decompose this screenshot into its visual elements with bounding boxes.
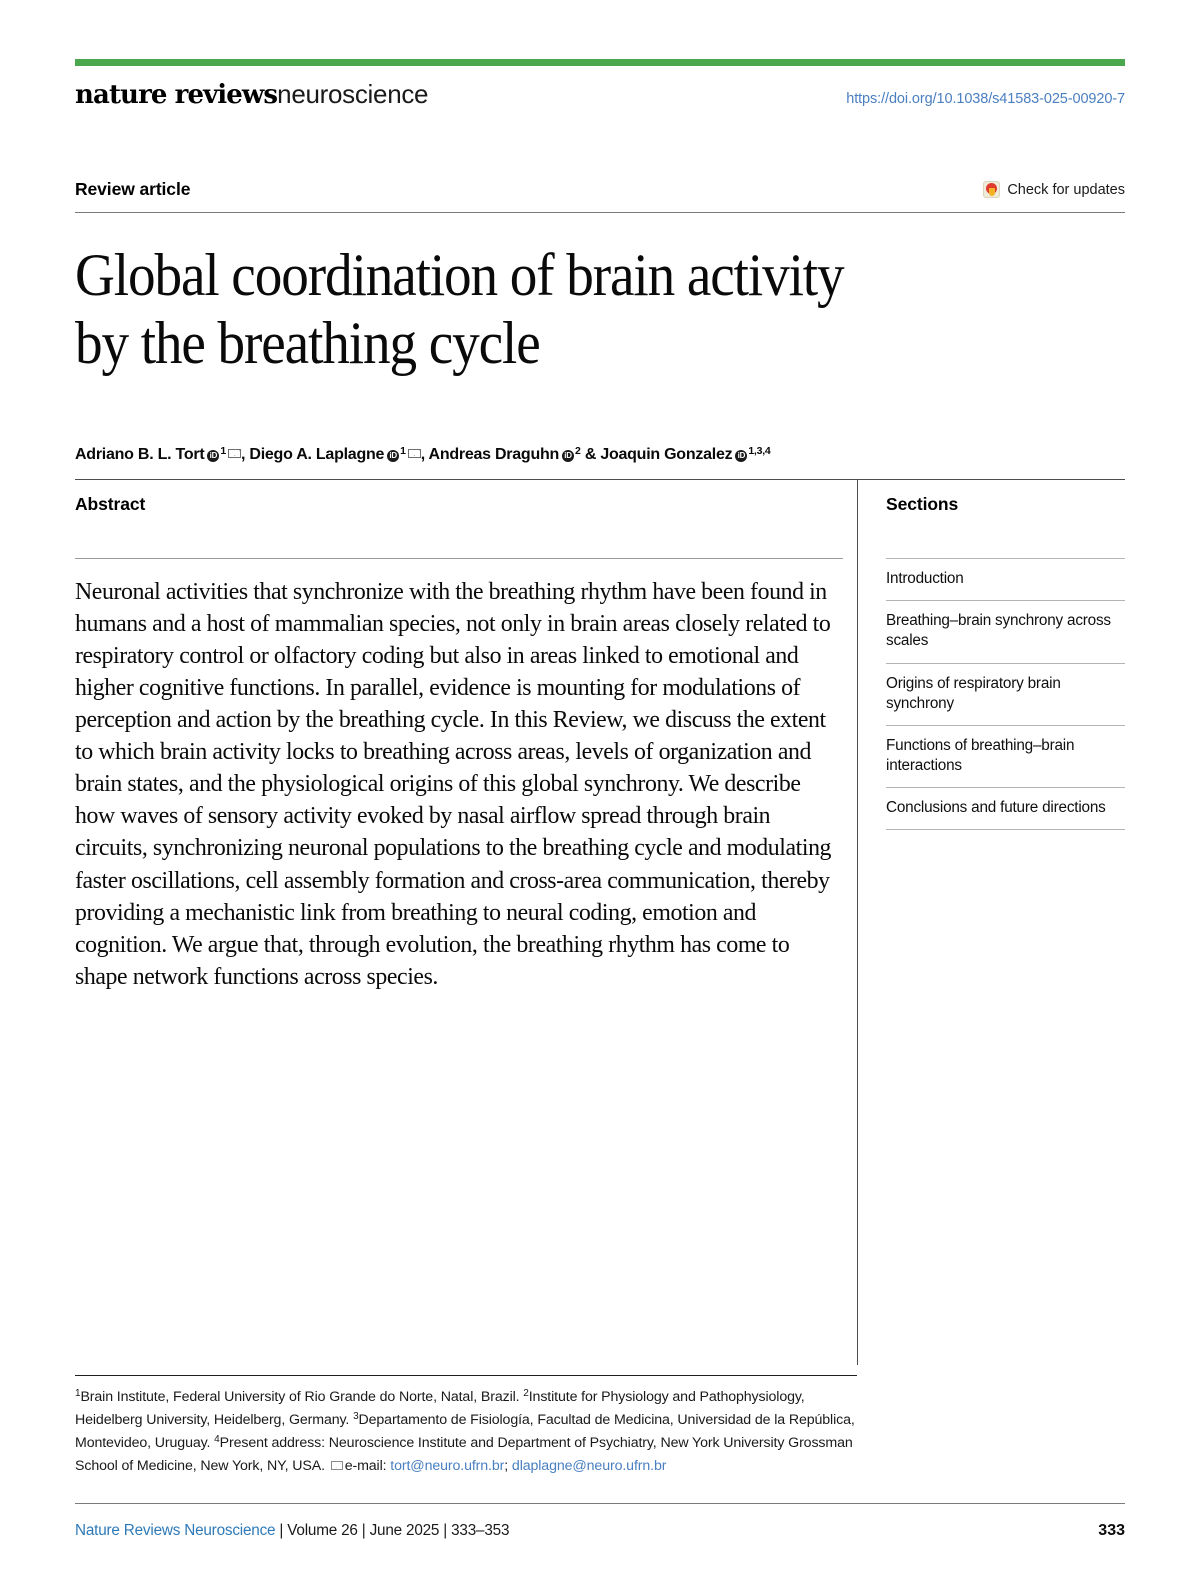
journal-logo-light: neuroscience [277,79,429,109]
author-separator-2: , [420,446,429,464]
affiliation-marker-1: 1 [75,1388,81,1399]
affiliations-text [75,1386,855,1478]
author-name-4[interactable]: Joaquin Gonzalez [600,446,733,464]
affiliation-marker-2: 2 [523,1388,529,1399]
crossmark-icon [983,181,1000,198]
abstract-heading: Abstract [75,493,146,514]
author-name-2[interactable]: Diego A. Laplagne [249,446,385,464]
article-type-row [75,179,1125,200]
footer-row [75,1522,1125,1540]
affiliation-1: Brain Institute, Federal University of Rio Grande do Norte, Natal, Brazil. [80,1389,524,1405]
email-link-2[interactable]: dlaplagne@neuro.ufrn.br [511,1458,667,1474]
sections-column [857,480,1125,1365]
sections-item-introduction[interactable]: Introduction [886,558,1125,600]
check-for-updates-label: Check for updates [1007,181,1125,198]
footer-page-number: 333 [1098,1522,1125,1539]
brand-green-bar [75,59,1125,66]
article-type-label: Review article [75,179,191,199]
email-separator: ; [504,1458,512,1474]
affiliations-block [75,1375,857,1478]
abstract-text: Neuronal activities that synchronize with the breathing rhythm have been found in humans and a host of mammalian species, not only in brain areas closely related to respiratory control or olfactory coding but also in areas linked to emotional and higher cognitive functions. In parallel, evidence is mounting for modulations of perception and action by the breathing cycle. In this Review, we discuss the extent to which brain activity locks to breathing across areas, levels of organization and brain states, and the physiological origins of this global synchrony. We describe how waves of sensory activity evoked by nasal airflow spread through brain circuits, synchronizing neuronal populations to the breathing cycle and modulating faster oscillations, cell assembly formation and cross-area communication, thereby providing a mechanistic link from breathing to neural coding, emotion and cognition. We argue that, through evolution, the breathing rhythm has come to shape network functions across species. [75,577,832,990]
affiliation-2: Institute for Physiology and Pathophysiology, Heidelberg University, Heidelberg, Germany. [75,1389,805,1428]
sections-heading: Sections [886,493,959,514]
masthead [75,81,1125,108]
sections-item-conclusions-and-future-directions[interactable]: Conclusions and future directions [886,787,1125,830]
page-title: Global coordination of brain activity by the breathing cycle [75,242,844,377]
affiliation-marker-3: 3 [353,1411,359,1422]
affiliation-4: Present address: Neuroscience Institute and Department of Psychiatry, New York University Grossman School of Medicine, New York, NY, USA. [75,1435,853,1474]
footer-volume-info: | Volume 26 | June 2025 | 333–353 [275,1522,510,1539]
abstract-column [75,480,857,1365]
footer-journal-name[interactable]: Nature Reviews Neuroscience [75,1522,276,1539]
author-affiliation-3: 2 [575,445,581,458]
check-for-updates-button[interactable] [983,181,1125,198]
author-affiliation-2: 1 [400,445,406,458]
footer-citation [75,1522,509,1540]
email-label: e-mail: [344,1458,391,1474]
envelope-icon[interactable] [228,449,241,459]
author-name-1[interactable]: Adriano B. L. Tort [75,446,205,464]
journal-logo [75,81,428,108]
article-body [75,480,1125,1365]
envelope-icon[interactable] [408,449,421,459]
sections-item-breathing-brain-synchrony-across-scales[interactable]: Breathing–brain synchrony across scales [886,600,1125,662]
header-divider [75,212,1125,213]
sections-item-origins-of-respiratory-brain-synchrony[interactable]: Origins of respiratory brain synchrony [886,663,1125,725]
orcid-icon[interactable]: iD [207,450,219,462]
sections-item-functions-of-breathing-brain-interactions[interactable]: Functions of breathing–brain interactions [886,725,1125,787]
affiliations-rule [75,1375,857,1376]
author-name-3[interactable]: Andreas Draguhn [428,446,560,464]
orcid-icon[interactable]: iD [562,450,574,462]
author-separator-1: , [241,446,250,464]
journal-logo-bold: nature reviews [75,80,278,110]
footer-rule [75,1503,1125,1504]
affiliation-marker-4: 4 [214,1434,220,1445]
sections-list [886,558,1125,831]
email-link-1[interactable]: tort@neuro.ufrn.br [390,1458,505,1474]
author-list [75,445,1125,466]
page-footer [75,1503,1125,1540]
orcid-icon[interactable]: iD [387,450,399,462]
envelope-icon [331,1461,343,1470]
orcid-icon[interactable]: iD [735,450,747,462]
abstract-rule [75,558,843,559]
author-affiliation-4: 1,3,4 [748,445,771,458]
author-affiliation-1: 1 [220,445,227,458]
author-separator-3: & [580,446,601,464]
affiliation-3: Departamento de Fisiología, Facultad de Medicina, Universidad de la República, Montevideo, Uruguay. [75,1412,855,1451]
doi-link[interactable]: https://doi.org/10.1038/s41583-025-00920-7 [846,91,1125,107]
